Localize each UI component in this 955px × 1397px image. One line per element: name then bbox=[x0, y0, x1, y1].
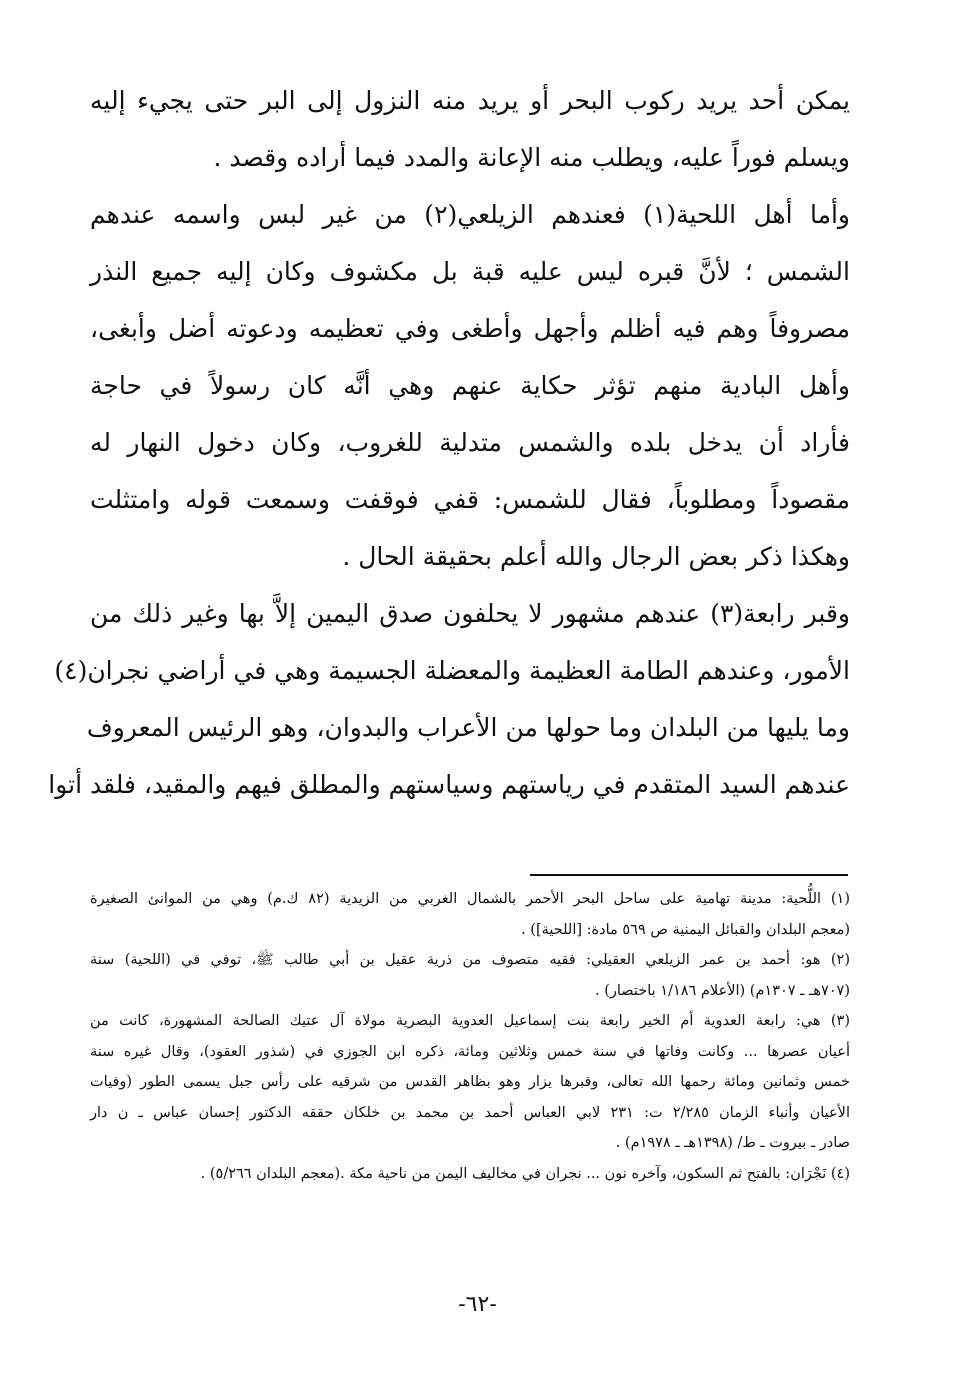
footnote-line: (١) اللُّحية: مدينة تهامية على ساحل البحر الأحمر بالشمال الغربي من الزيدية (٨٢ ك.م) وهي من الموانئ الصغيرة bbox=[90, 891, 850, 907]
text-line: وأهل البادية منهم تؤثر حكاية عنهم وهي أنَّه كان رسولاً في حاجة bbox=[90, 371, 850, 400]
footnotes bbox=[90, 884, 850, 1189]
footnote-line: (٧٠٧هـ ـ ١٣٠٧م) (الأعلام ١/١٨٦ باختصار) . bbox=[595, 982, 850, 999]
footnote-separator bbox=[530, 874, 848, 876]
footnote-line: صادر ـ بيروت ـ ط/ (١٣٩٨هـ ـ ١٩٧٨م) . bbox=[615, 1135, 850, 1151]
text-line: فأراد أن يدخل بلده والشمس متدلية للغروب، وكان دخول النهار له bbox=[90, 428, 850, 457]
text-line: مصروفاً وهم فيه أظلم وأجهل وأطغى وفي تعظيمه ودعوته أضل وأبغى، bbox=[90, 314, 850, 343]
footnote-line: أعيان عصرها ... وكانت وفاتها في سنة خمس وثلاثين ومائة، ذكره ابن الجوزي في (شذور العقود)، وقال غيره سنة bbox=[90, 1043, 850, 1060]
text-line: مقصوداً ومطلوباً، فقال للشمس: قفي فوقفت وسمعت قوله وامتثلت bbox=[90, 485, 850, 514]
text-line: وأما أهل اللحية(١) فعندهم الزيلعي(٢) من غير لبس واسمه عندهم bbox=[90, 200, 850, 229]
footnote-line: (٣) هي: رابعة العدوية أم الخير رابعة بنت إسماعيل العدوية البصرية مولاة آل عتيك الصالحة المشهورة، كانت من bbox=[90, 1013, 850, 1029]
text-line: عندهم السيد المتقدم في رياستهم وسياستهم والمطلق فيهم والمقيد، فلقد أتوا bbox=[48, 770, 850, 799]
footnote-line: (٢) هو: أحمد بن عمر الزيلعي العقيلي: فقيه متصوف من ذرية عقيل بن أبي طالب ﷺ، توفي في (اللحية) سنة bbox=[90, 952, 850, 968]
footnote-line: خمس وثمانين ومائة رحمها الله تعالى، وقبرها يزار وهو بظاهر القدس من شرقيه على رأس جبل يسمى الطور (وفيات bbox=[90, 1074, 850, 1090]
text-line: وقبر رابعة(٣) عندهم مشهور لا يحلفون صدق اليمين إلاَّ بها وغير ذلك من bbox=[90, 599, 850, 628]
text-line: وهكذا ذكر بعض الرجال والله أعلم بحقيقة الحال . bbox=[342, 542, 850, 571]
footnote-line: (معجم البلدان والقبائل اليمنية ص ٥٦٩ مادة: [اللحية]) . bbox=[521, 921, 850, 938]
footnote-line: (٤) نَجْرَان: بالفتح ثم السكون، وآخره نون ... نجران في مخاليف اليمن من ناحية مكة .(معجم البلدان ٥/٢٦٦) . bbox=[200, 1165, 850, 1182]
text-line: الأمور، وعندهم الطامة العظيمة والمعضلة الجسيمة وهي في أراضي نجران(٤) bbox=[54, 656, 850, 685]
main-text bbox=[48, 72, 850, 813]
text-line: الشمس ؛ لأنَّ قبره ليس عليه قبة بل مكشوف وكان إليه جميع النذر bbox=[90, 257, 850, 286]
text-line: يمكن أحد يريد ركوب البحر أو يريد منه النزول إلى البر حتى يجيء إليه bbox=[90, 86, 850, 115]
text-line: ويسلم فوراً عليه، ويطلب منه الإعانة والمدد فيما أراده وقصد . bbox=[213, 143, 850, 172]
page-number: -٦٢- bbox=[458, 1292, 497, 1317]
footnote-line: الأعيان وأنباء الزمان ٢/٢٨٥ ت: ٢٣١ لابي العباس أحمد بن محمد بن خلكان حققه الدكتور إحسان عباس ـ ن دار bbox=[90, 1104, 850, 1121]
text-line: وما يليها من البلدان وما حولها من الأعراب والبدوان، وهو الرئيس المعروف bbox=[86, 713, 850, 742]
